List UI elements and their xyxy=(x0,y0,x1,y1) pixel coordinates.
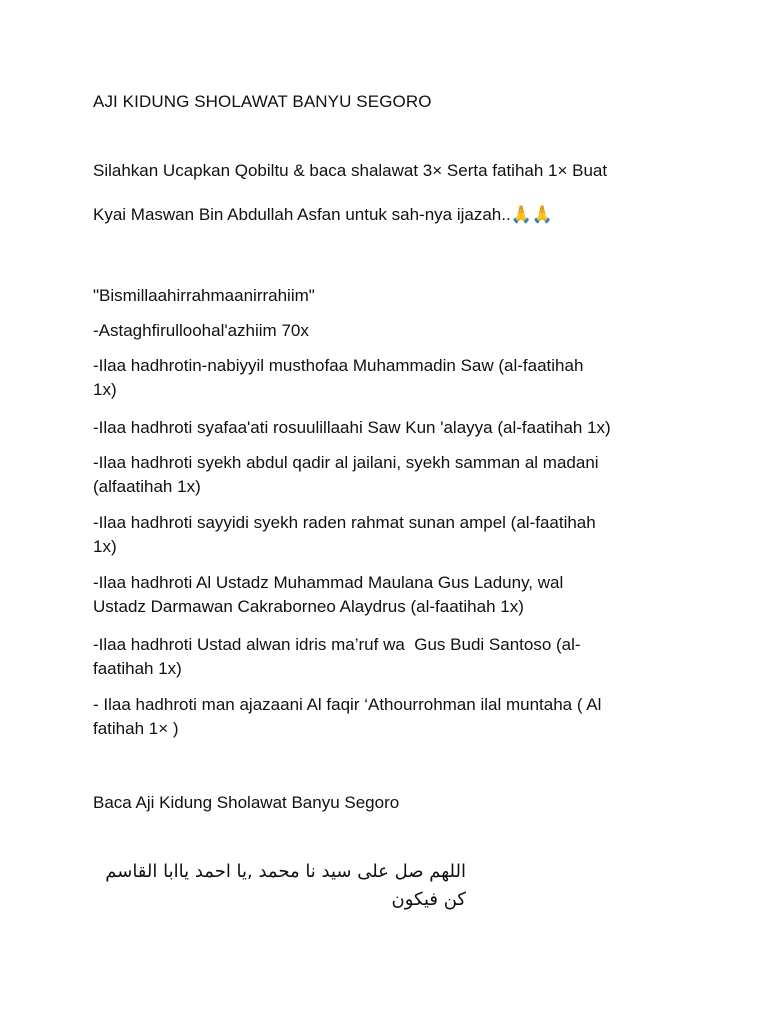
opening-basmalah: "Bismillaahirrahmaanirrahiim" xyxy=(93,286,315,305)
prayer-item-3: -Ilaa hadhroti syekh abdul qadir al jailani, syekh samman al madani (alfaatihah 1x) xyxy=(93,453,599,496)
intro-line-1: Silahkan Ucapkan Qobiltu & baca shalawat 3× Serta fatihah 1× Buat xyxy=(93,161,608,180)
closing-line: Baca Aji Kidung Sholawat Banyu Segoro xyxy=(93,793,400,812)
intro-line-2: Kyai Maswan Bin Abdullah Asfan untuk sah-nya ijazah..🙏🙏 xyxy=(93,205,554,224)
prayer-item-7: - Ilaa hadhroti man ajazaani Al faqir ‘Athourrohman ilal muntaha ( Al fatihah 1× ) xyxy=(93,695,602,738)
prayer-item-6: -Ilaa hadhroti Ustad alwan idris ma’ruf wa Gus Budi Santoso (al- faatihah 1x) xyxy=(93,635,581,678)
document-title: AJI KIDUNG SHOLAWAT BANYU SEGORO xyxy=(93,92,432,111)
prayer-item-5: -Ilaa hadhroti Al Ustadz Muhammad Maulana Gus Laduny, wal Ustadz Darmawan Cakraborneo Alaydrus (al-faatihah 1x) xyxy=(93,573,564,616)
istighfar-line: -Astaghfirulloohal'azhiim 70x xyxy=(93,321,309,340)
prayer-item-2: -Ilaa hadhroti syafaa'ati rosuulillaahi Saw Kun 'alayya (al-faatihah 1x) xyxy=(93,418,611,437)
arabic-prayer: اللهم صل على سيد نا محمد ,يا احمد ياابا القاسم كن فيكون xyxy=(105,861,466,910)
prayer-item-1: -Ilaa hadhrotin-nabiyyil musthofaa Muhammadin Saw (al-faatihah 1x) xyxy=(93,356,584,399)
prayer-item-4: -Ilaa hadhroti sayyidi syekh raden rahmat sunan ampel (al-faatihah 1x) xyxy=(93,513,596,556)
